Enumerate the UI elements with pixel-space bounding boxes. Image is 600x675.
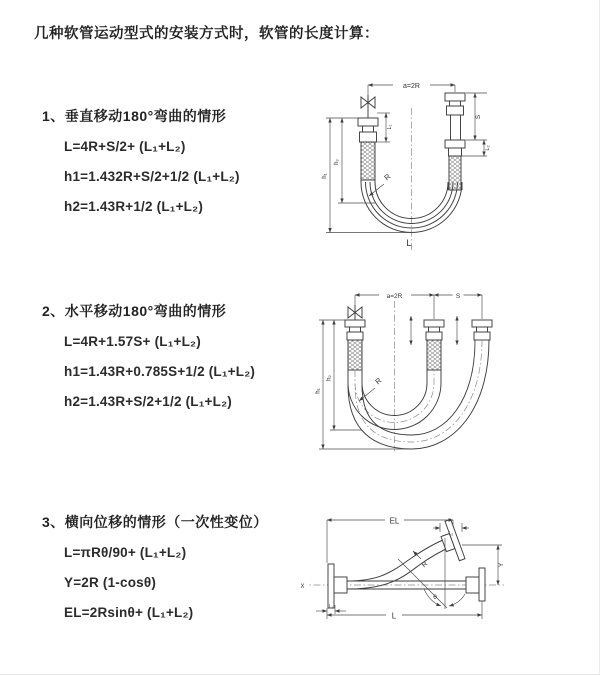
- formula-h2: h2=1.43R+1/2 (L₁+L₂): [64, 199, 204, 214]
- label-l2: L₂: [448, 531, 454, 537]
- label-h1: h₁: [322, 173, 328, 179]
- page-title: 几种软管运动型式的安装方式时，软管的长度计算：: [34, 26, 379, 42]
- label-x-axis: X: [300, 584, 305, 590]
- label-h2: h₂: [334, 159, 340, 165]
- label-s: S: [455, 293, 461, 300]
- formula-l: L=πRθ/90+ (L₁+L₂): [64, 545, 187, 560]
- left-end-fitting: [358, 118, 378, 180]
- section-3-heading: 3、横向位移的情形（一次性变位）: [42, 514, 268, 530]
- label-r: R: [373, 375, 384, 387]
- label-el: EL: [389, 516, 400, 526]
- dimension-s-stroke: [462, 93, 491, 156]
- section-horizontal-movement: [42, 301, 255, 425]
- formula-h2: h2=1.43R+S/2+1/2 (L₁+L₂): [64, 394, 232, 409]
- label-r: R: [420, 560, 430, 570]
- label-l-total: L: [406, 238, 412, 249]
- label-h1: h₁: [315, 388, 322, 394]
- right-end-fitting: [445, 93, 465, 190]
- label-l1: L₁: [387, 124, 393, 130]
- dimension-l: [327, 601, 482, 621]
- diagram-horizontal-movement-180-bend: [300, 283, 590, 455]
- diagram-vertical-movement-180-bend: [300, 72, 585, 257]
- section-lateral-displacement: [42, 512, 268, 636]
- left-flange-fitting: [328, 564, 347, 608]
- label-h2: h₂: [326, 375, 333, 381]
- braided-section: [361, 142, 375, 180]
- formula-h1: h1=1.432R+S/2+1/2 (L₁+L₂): [64, 169, 240, 184]
- upper-flange-fitting: [437, 519, 465, 564]
- formula-l: L=4R+1.57S+ (L₁+L₂): [64, 334, 201, 349]
- middle-end-fitting: [424, 320, 444, 370]
- section-vertical-movement: [42, 106, 240, 230]
- braided-section: [427, 340, 441, 370]
- formula-y: Y=2R (1-cosθ): [64, 575, 157, 590]
- valve-icon: [348, 305, 362, 320]
- formula-h1: h1=1.43R+0.785S+1/2 (L₁+L₂): [64, 364, 256, 379]
- braided-section: [449, 156, 461, 190]
- section-2-heading: 2、水平移动180°弯曲的情形: [42, 303, 227, 319]
- label-r: R: [382, 171, 393, 183]
- dimension-a2r: [355, 291, 482, 320]
- label-l2: L₂: [485, 145, 491, 151]
- left-end-fitting: [345, 320, 365, 370]
- label-y: Y: [498, 562, 505, 568]
- label-a2r: a=2R: [403, 83, 420, 90]
- formula-l: L=4R+S/2+ (L₁+L₂): [64, 139, 186, 154]
- hose-u-bend-position-2: [348, 340, 489, 449]
- dimension-l1: [376, 113, 393, 142]
- braided-section: [348, 340, 362, 370]
- diagram-lateral-displacement: [290, 506, 590, 648]
- label-a2r: a=2R: [386, 293, 403, 300]
- label-s: S: [475, 114, 482, 120]
- label-l1: L₁: [328, 604, 334, 610]
- label-l: L: [391, 611, 397, 621]
- valve-icon: [361, 95, 375, 118]
- right-flange-fitting: [466, 568, 485, 601]
- right-end-fitting: [472, 320, 492, 340]
- dimension-a2r: [368, 80, 455, 95]
- dimension-l1: [316, 604, 346, 614]
- formula-el: EL=2Rsinθ+ (L₁+L₂): [64, 605, 194, 620]
- section-1-heading: 1、垂直移动180°弯曲的情形: [42, 108, 227, 124]
- label-theta: θ: [433, 594, 437, 601]
